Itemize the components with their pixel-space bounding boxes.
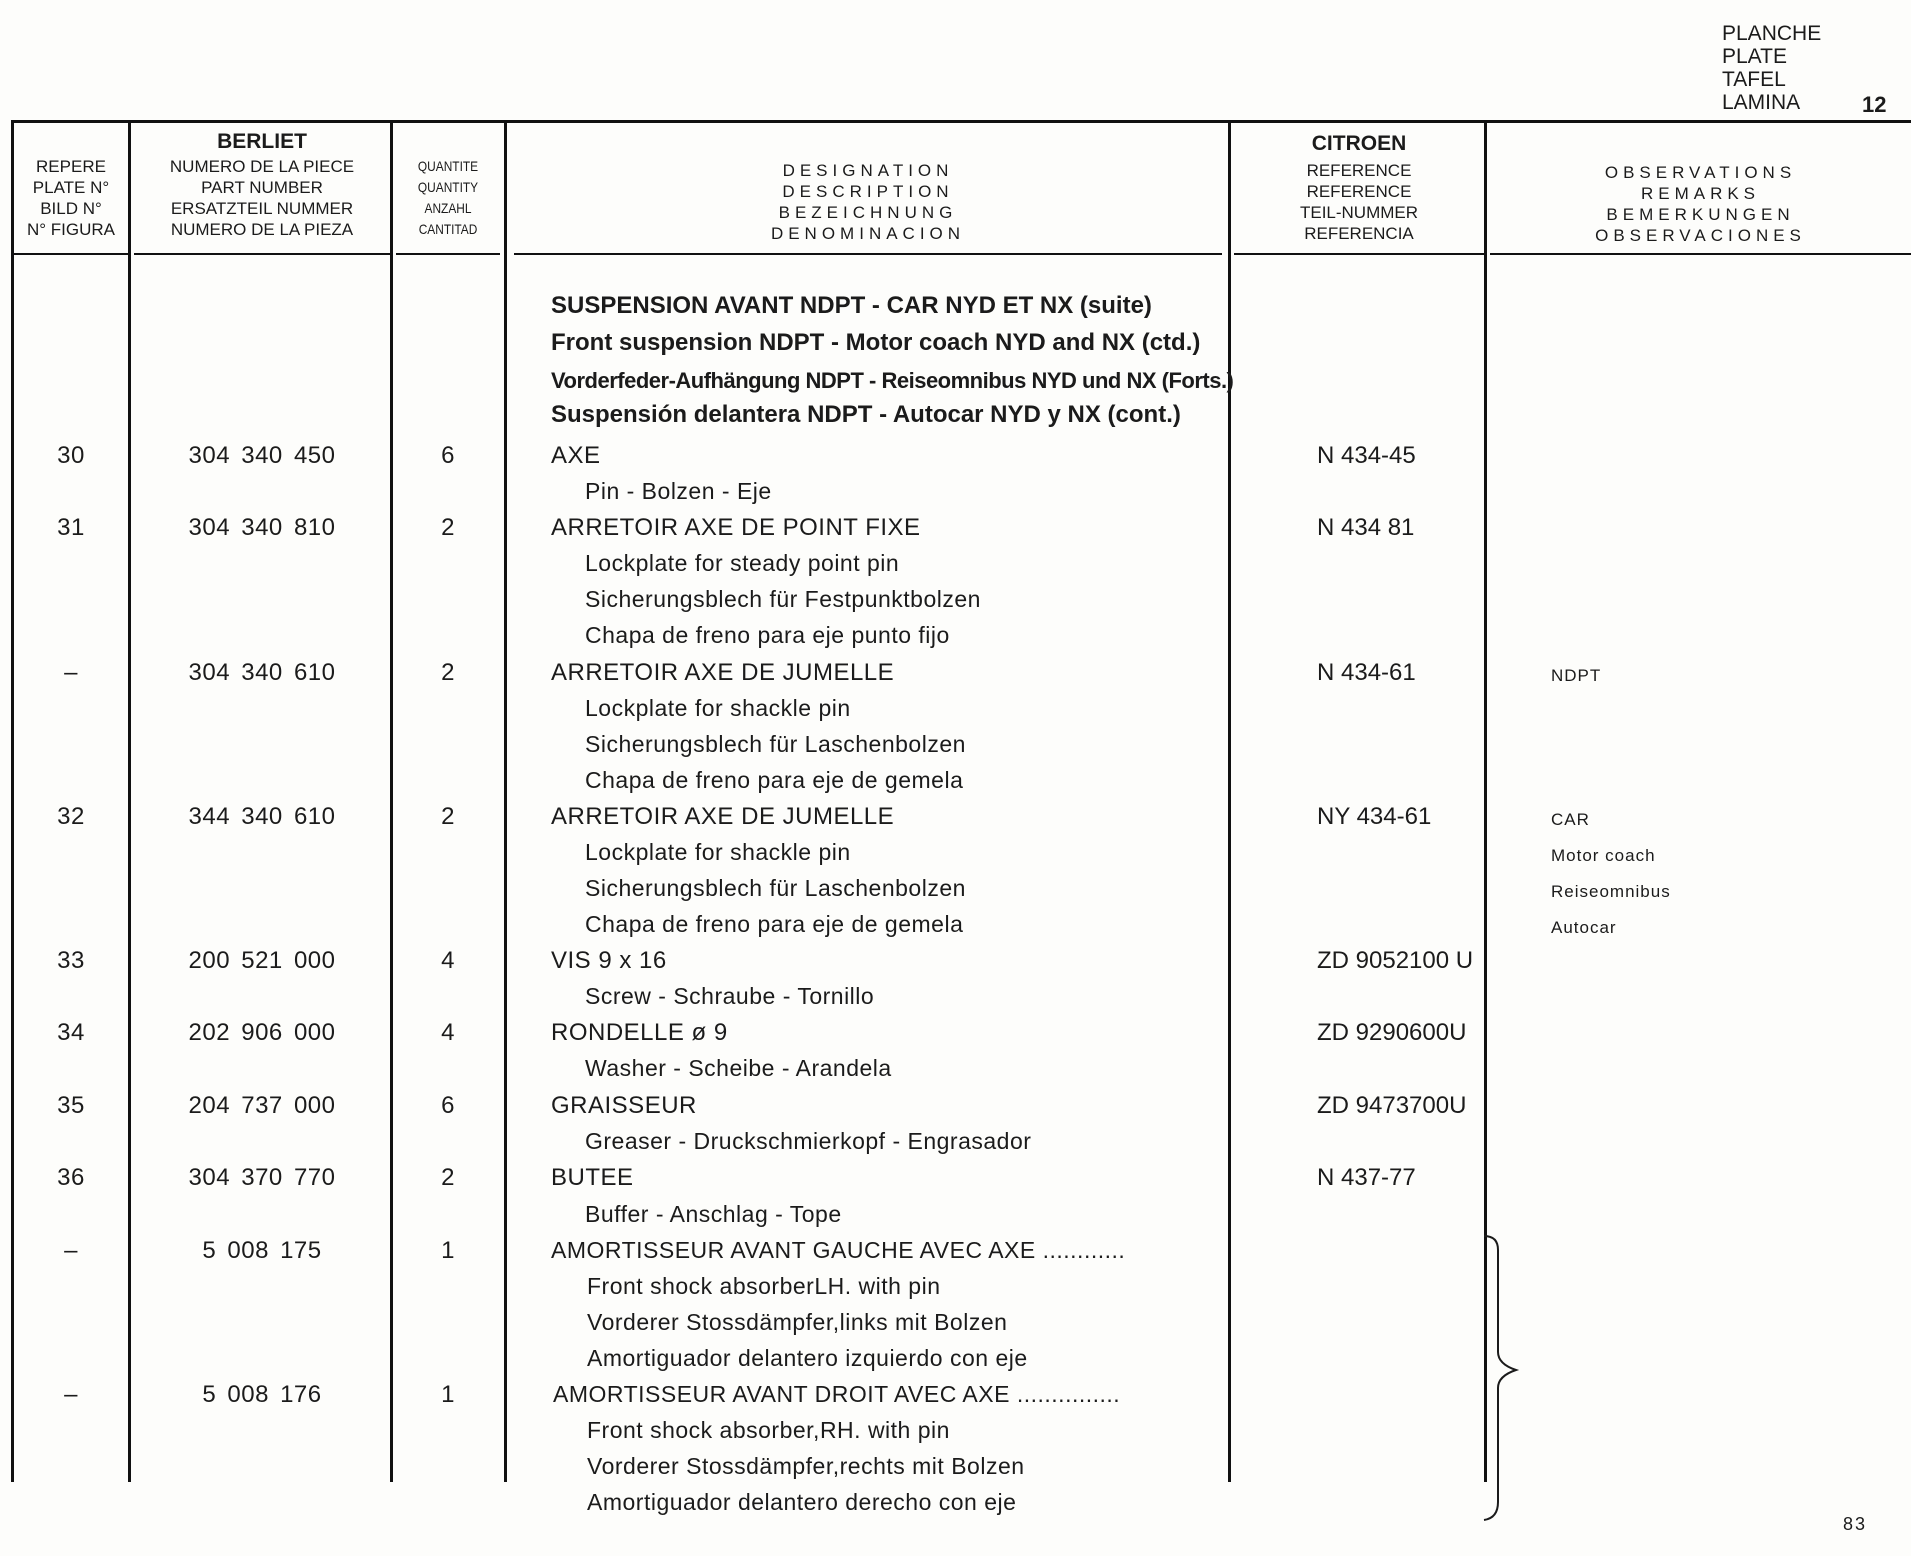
designation-translation: Amortiguador delantero derecho con eje — [587, 1489, 1017, 1515]
plate-number: 12 — [1862, 92, 1887, 117]
quantity-cell: 2 — [441, 803, 455, 830]
header-berliet-title: BERLIET — [217, 130, 307, 153]
table-top-rule — [14, 120, 1911, 123]
part-number-cell: 304 340 810 — [188, 514, 336, 541]
part-number-cell: 304 370 770 — [188, 1164, 336, 1191]
designation-cell: VIS 9 x 16 — [551, 947, 667, 974]
citroen-ref-cell: NY 434-61 — [1317, 803, 1432, 830]
repere-cell: 32 — [57, 803, 85, 830]
designation-translation: Chapa de freno para eje de gemela — [585, 767, 964, 793]
designation-translation: Sicherungsblech für Festpunktbolzen — [585, 586, 981, 612]
header-underline — [134, 253, 390, 255]
designation-translation: Washer - Scheibe - Arandela — [585, 1055, 892, 1081]
header-citroen: REFERENCE REFERENCE TEIL-NUMMER REFERENCIA — [1299, 161, 1419, 243]
header-citroen-title: CITROEN — [1311, 132, 1407, 155]
column-divider — [11, 120, 14, 1482]
header-designation: DESIGNATION DESCRIPTION BEZEICHNUNG DENOMINACION — [770, 161, 966, 243]
plate-label-block — [1722, 22, 1821, 114]
header-quantity: QUANTITE QUANTITY ANZAHL CANTITAD — [417, 158, 479, 237]
header-berliet: NUMERO DE LA PIECE PART NUMBER ERSATZTEIL NUMMER NUMERO DE LA PIEZA — [169, 157, 355, 239]
part-number-cell: 344 340 610 — [188, 803, 336, 830]
plate-label: TAFEL — [1722, 68, 1786, 91]
section-title-fr: SUSPENSION AVANT NDPT - CAR NYD ET NX (suite) — [551, 292, 1152, 319]
part-number-cell: 200 521 000 — [188, 947, 336, 974]
citroen-ref-cell: ZD 9290600U — [1317, 1019, 1467, 1046]
header-underline — [1234, 253, 1484, 255]
designation-translation: Sicherungsblech für Laschenbolzen — [585, 875, 966, 901]
citroen-ref-cell: N 434-61 — [1317, 659, 1416, 686]
designation-translation: Front shock absorber,RH. with pin — [587, 1417, 950, 1443]
column-divider — [504, 120, 507, 1482]
repere-cell: 34 — [57, 1019, 85, 1046]
designation-translation: Front shock absorberLH. with pin — [587, 1273, 941, 1299]
part-number-cell: 304 340 610 — [188, 659, 336, 686]
section-title-en: Front suspension NDPT - Motor coach NYD and NX (ctd.) — [551, 329, 1201, 356]
plate-label: LAMINA — [1722, 91, 1801, 114]
designation-cell: GRAISSEUR — [551, 1092, 697, 1119]
designation-translation: Buffer - Anschlag - Tope — [585, 1201, 842, 1227]
designation-cell: ARRETOIR AXE DE POINT FIXE — [551, 514, 921, 541]
quantity-cell: 1 — [441, 1237, 455, 1264]
column-divider — [128, 120, 131, 1482]
designation-translation: Greaser - Druckschmierkopf - Engrasador — [585, 1128, 1032, 1154]
part-number-cell: 304 340 450 — [188, 442, 336, 469]
quantity-cell: 2 — [441, 659, 455, 686]
part-number-cell: 202 906 000 — [188, 1019, 336, 1046]
designation-cell: AXE — [551, 442, 601, 469]
designation-translation: Chapa de freno para eje punto fijo — [585, 622, 950, 648]
header-repere: REPERE PLATE N° BILD N° N° FIGURA — [26, 157, 116, 239]
designation-translation: Screw - Schraube - Tornillo — [585, 983, 875, 1009]
header-underline — [1490, 253, 1911, 255]
repere-cell: 33 — [57, 947, 85, 974]
header-observations: OBSERVATIONS REMARKS BEMERKUNGEN OBSERVACIONES — [1595, 163, 1806, 245]
header-underline — [14, 253, 128, 255]
observation-text: NDPT — [1551, 666, 1602, 685]
quantity-cell: 4 — [441, 947, 455, 974]
repere-cell: – — [64, 1237, 78, 1264]
column-divider — [1228, 120, 1231, 1482]
quantity-cell: 4 — [441, 1019, 455, 1046]
designation-translation: Pin - Bolzen - Eje — [585, 478, 772, 504]
quantity-cell: 2 — [441, 1164, 455, 1191]
column-divider — [390, 120, 393, 1482]
observation-text: Autocar — [1551, 918, 1617, 937]
header-underline — [514, 253, 1222, 255]
part-number-cell: 5 008 176 — [202, 1381, 322, 1408]
repere-cell: 31 — [57, 514, 85, 541]
observation-text: Motor coach — [1551, 846, 1656, 865]
designation-translation: Amortiguador delantero izquierdo con eje — [587, 1345, 1028, 1371]
repere-cell: 35 — [57, 1092, 85, 1119]
designation-translation: Chapa de freno para eje de gemela — [585, 911, 964, 937]
quantity-cell: 6 — [441, 1092, 455, 1119]
observation-text: CAR — [1551, 810, 1590, 829]
part-number-cell: 5 008 175 — [202, 1237, 322, 1264]
quantity-cell: 6 — [441, 442, 455, 469]
citroen-ref-cell: ZD 9052100 U — [1317, 947, 1474, 974]
designation-translation: Sicherungsblech für Laschenbolzen — [585, 731, 966, 757]
designation-cell: AMORTISSEUR AVANT GAUCHE AVEC AXE ............ — [551, 1237, 1126, 1263]
repere-cell: – — [64, 659, 78, 686]
designation-cell: ARRETOIR AXE DE JUMELLE — [551, 659, 895, 686]
repere-cell: 30 — [57, 442, 85, 469]
quantity-cell: 1 — [441, 1381, 455, 1408]
designation-translation: Lockplate for shackle pin — [585, 695, 851, 721]
designation-translation: Vorderer Stossdämpfer,rechts mit Bolzen — [587, 1453, 1025, 1479]
section-title-es: Suspensión delantera NDPT - Autocar NYD y NX (cont.) — [551, 401, 1181, 428]
designation-translation: Lockplate for steady point pin — [585, 550, 900, 576]
citroen-ref-cell: N 434 81 — [1317, 514, 1415, 541]
repere-cell: 36 — [57, 1164, 85, 1191]
repere-cell: – — [64, 1381, 78, 1408]
header-underline — [396, 253, 500, 255]
section-title-de: Vorderfeder-Aufhängung NDPT - Reiseomnibus NYD und NX (Forts.) — [551, 368, 1234, 393]
designation-cell: AMORTISSEUR AVANT DROIT AVEC AXE ............... — [553, 1381, 1121, 1407]
observation-text: Reiseomnibus — [1551, 882, 1671, 901]
designation-cell: ARRETOIR AXE DE JUMELLE — [551, 803, 895, 830]
part-number-cell: 204 737 000 — [188, 1092, 336, 1119]
page-number: 83 — [1843, 1514, 1868, 1534]
designation-cell: BUTEE — [551, 1164, 634, 1191]
grouping-brace-icon — [1482, 1232, 1522, 1524]
citroen-ref-cell: ZD 9473700U — [1317, 1092, 1467, 1119]
citroen-ref-cell: N 437-77 — [1317, 1164, 1416, 1191]
designation-translation: Vorderer Stossdämpfer,links mit Bolzen — [587, 1309, 1008, 1335]
plate-label: PLANCHE — [1722, 22, 1822, 45]
plate-label: PLATE — [1722, 45, 1787, 68]
designation-translation: Lockplate for shackle pin — [585, 839, 851, 865]
quantity-cell: 2 — [441, 514, 455, 541]
designation-cell: RONDELLE ø 9 — [551, 1019, 728, 1046]
citroen-ref-cell: N 434-45 — [1317, 442, 1416, 469]
